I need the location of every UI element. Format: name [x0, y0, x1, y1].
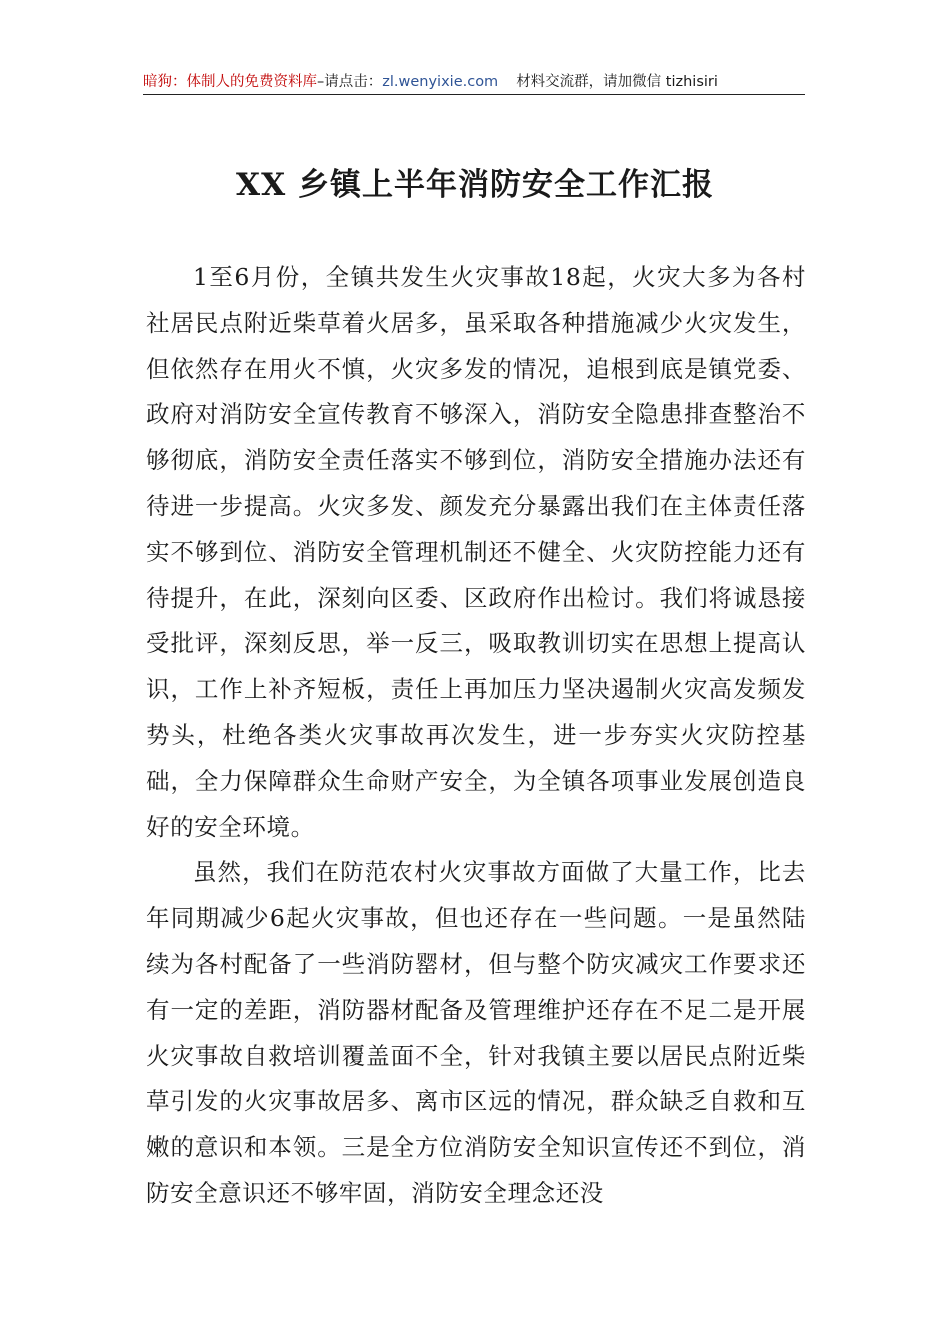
- header-contact: 材料交流群，请加微信 tizhisiri: [516, 74, 718, 90]
- header-divider: [143, 94, 805, 95]
- paragraph-2: 虽然，我们在防范农村火灾事故方面做了大量工作，比去年同期减少6起火灾事故，但也还存在一些问题。一是虽然陆续为各村配备了一些消防罂材，但与整个防灾减灾工作要求还有一定的差距，消防器材配备及管理维护还存在不足二是开展火灾事故自救培训覆盖面不全，针对我镇主要以居民点附近柴草引发的火灾事故居多、离市区远的情况，群众缺乏自救和互嫩的意识和本领。三是全方位消防安全知识宣传还不到位，消防安全意识还不够牢固，消防安全理念还没: [146, 858, 806, 1207]
- header-link[interactable]: zl.wenyixie.com: [382, 74, 499, 90]
- page-header: [143, 70, 805, 94]
- header-brand: 暗狗：体制人的免费资料库: [143, 74, 317, 90]
- paragraph-1: 1至6月份，全镇共发生火灾事故18起，火灾大多为各村社居民点附近柴草着火居多，虽采取各种措施减少火灾发生，但依然存在用火不慎，火灾多发的情况，追根到底是镇党委、政府对消防安全宣传教育不够深入，消防安全隐患排查整治不够彻底，消防安全责任落实不够到位，消防安全措施办法还有待进一步提高。火灾多发、颜发充分暴露出我们在主体责任落实不够到位、消防安全管理机制还不健全、火灾防控能力还有待提升，在此，深刻向区委、区政府作出检讨。我们将诚恳接受批评，深刻反思，举一反三，吸取教训切实在思想上提高认识，工作上补齐短板，责任上再加压力坚决遏制火灾高发频发势头，杜绝各类火灾事故再次发生，进一步夯实火灾防控基础，全力保障群众生命财产安全，为全镇各项事业发展创造良好的安全环境。: [146, 263, 806, 841]
- document-title: XX 乡镇上半年消防安全工作汇报: [236, 167, 714, 203]
- document-body: [146, 255, 806, 1217]
- header-prompt: –请点击：: [317, 74, 383, 90]
